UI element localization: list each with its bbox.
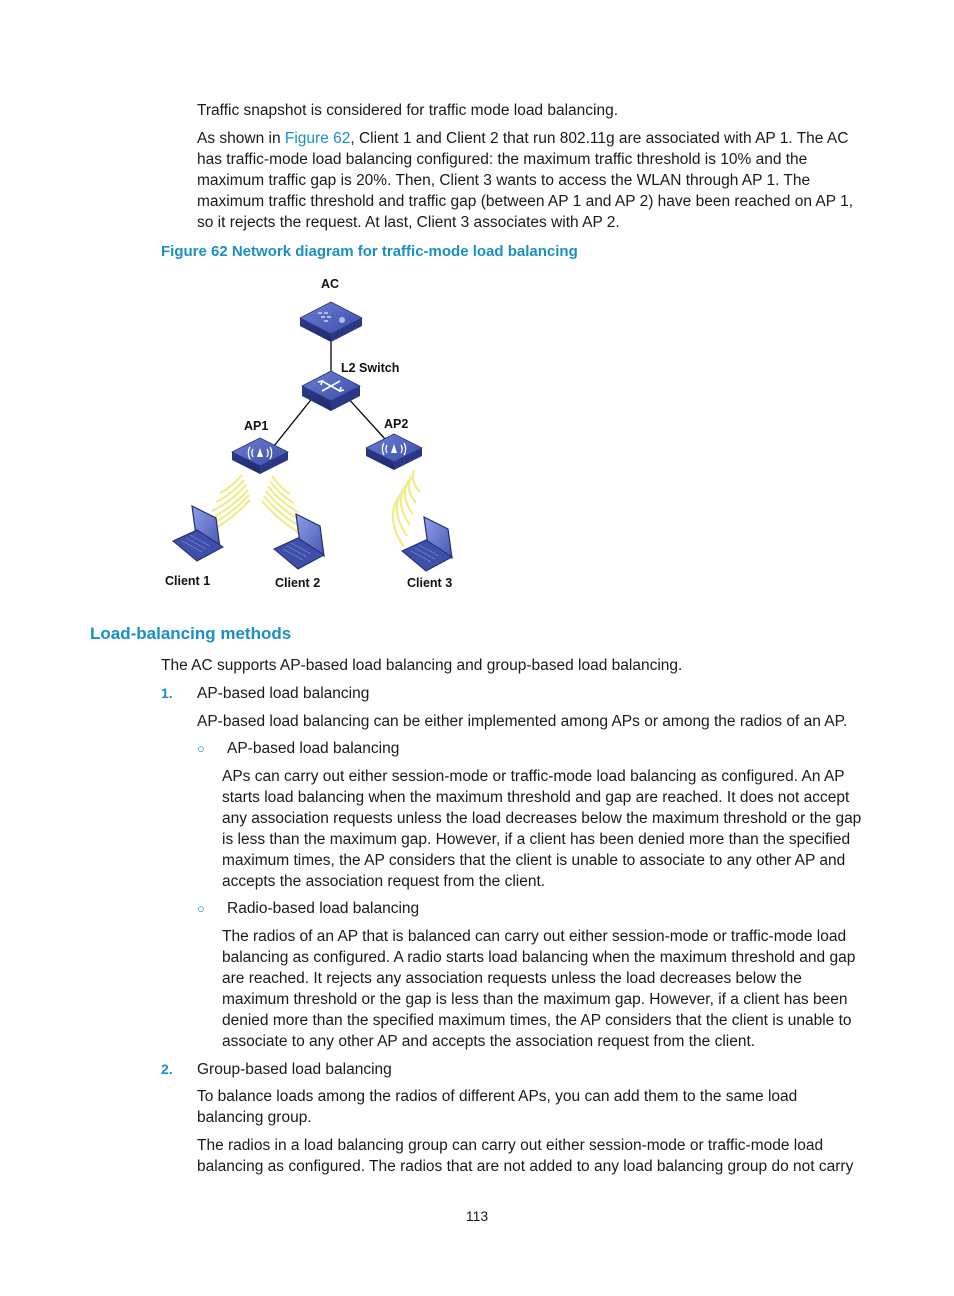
sub-item-1-bullet: ○ [197, 741, 205, 756]
sub-item-1-text: APs can carry out either session-mode or traffic-mode load balancing as configured. An AP starts load balancing when the maximum threshold and gap are reached. It does not accept any association requests unless the load decreases below the maximum threshold or the gap is less than the maximum gap. However, if a client has been denied more than the specified maximum times, the AP considers that the client is unable to associate to any other AP and accepts the association request from the client. [222, 768, 862, 890]
paragraph-body: , Client 1 and Client 2 that run 802.11g are associated with AP 1. The AC has traffic-mode load balancing configured: the maximum traffic threshold is 10% and the maximum traffic gap is 20%. Then, Client 3 wants to access the WLAN through AP 1. The maximum traffic threshold and traffic gap (between AP 1 and AP 2) have been reached on AP 1, so it rejects the request. At last, Client 3 associates with AP 2. [197, 130, 854, 231]
item-2-text-1: To balance loads among the radios of different APs, you can add them to the same load balancing group. [197, 1088, 798, 1126]
client1-laptop-icon [173, 506, 223, 561]
ac-label: AC [321, 277, 340, 291]
ap2-device-icon [366, 434, 422, 470]
figure-reference-paragraph [197, 128, 867, 233]
client3-label: Client 3 [407, 576, 453, 590]
network-diagram [150, 268, 470, 598]
switch-label: L2 Switch [341, 361, 400, 375]
ap2-signal-waves [393, 470, 420, 547]
item-1-text: AP-based load balancing can be either implemented among APs or among the radios of an AP. [197, 713, 848, 730]
client2-laptop-icon [274, 514, 324, 569]
sub-item-2-text: The radios of an AP that is balanced can carry out either session-mode or traffic-mode load balancing as configured. A radio starts load balancing when the maximum threshold and gap are reached. It rejects any association requests unless the load decreases below the maximum threshold or the gap is less than the maximum gap. However, if a client has been denied more than the specified maximum times, the AP considers that the client is unable to associate to any other AP and accepts the association request from the client. [222, 928, 856, 1050]
sub-item-1-title: AP-based load balancing [227, 740, 400, 757]
ap1-label: AP1 [244, 419, 269, 433]
item-2-number: 2. [161, 1061, 173, 1077]
client2-label: Client 2 [275, 576, 321, 590]
sub-item-2-title: Radio-based load balancing [227, 900, 420, 917]
paragraph-lead: As shown in [197, 130, 285, 147]
switch-device-icon [302, 371, 360, 411]
sub-item-2-bullet: ○ [197, 901, 205, 916]
intro-paragraph: Traffic snapshot is considered for traffic mode load balancing. [197, 102, 619, 119]
item-2-text-2: The radios in a load balancing group can carry out either session-mode or traffic-mode load balancing as configured. The radios that are not added to any load balancing group do not carry [197, 1137, 854, 1175]
ap2-label: AP2 [384, 417, 409, 431]
item-1-title: AP-based load balancing [197, 685, 370, 702]
section-intro: The AC supports AP-based load balancing and group-based load balancing. [161, 657, 683, 674]
figure-62-link[interactable]: Figure 62 [284, 130, 351, 147]
ac-device-icon [300, 302, 362, 342]
page-number: 113 [465, 1208, 489, 1224]
item-2-title: Group-based load balancing [197, 1061, 392, 1078]
section-title: Load-balancing methods [90, 624, 292, 643]
ap1-device-icon [232, 438, 288, 474]
client1-label: Client 1 [165, 574, 211, 588]
item-1-number: 1. [161, 685, 173, 701]
figure-caption: Figure 62 Network diagram for traffic-mode load balancing [161, 243, 578, 260]
